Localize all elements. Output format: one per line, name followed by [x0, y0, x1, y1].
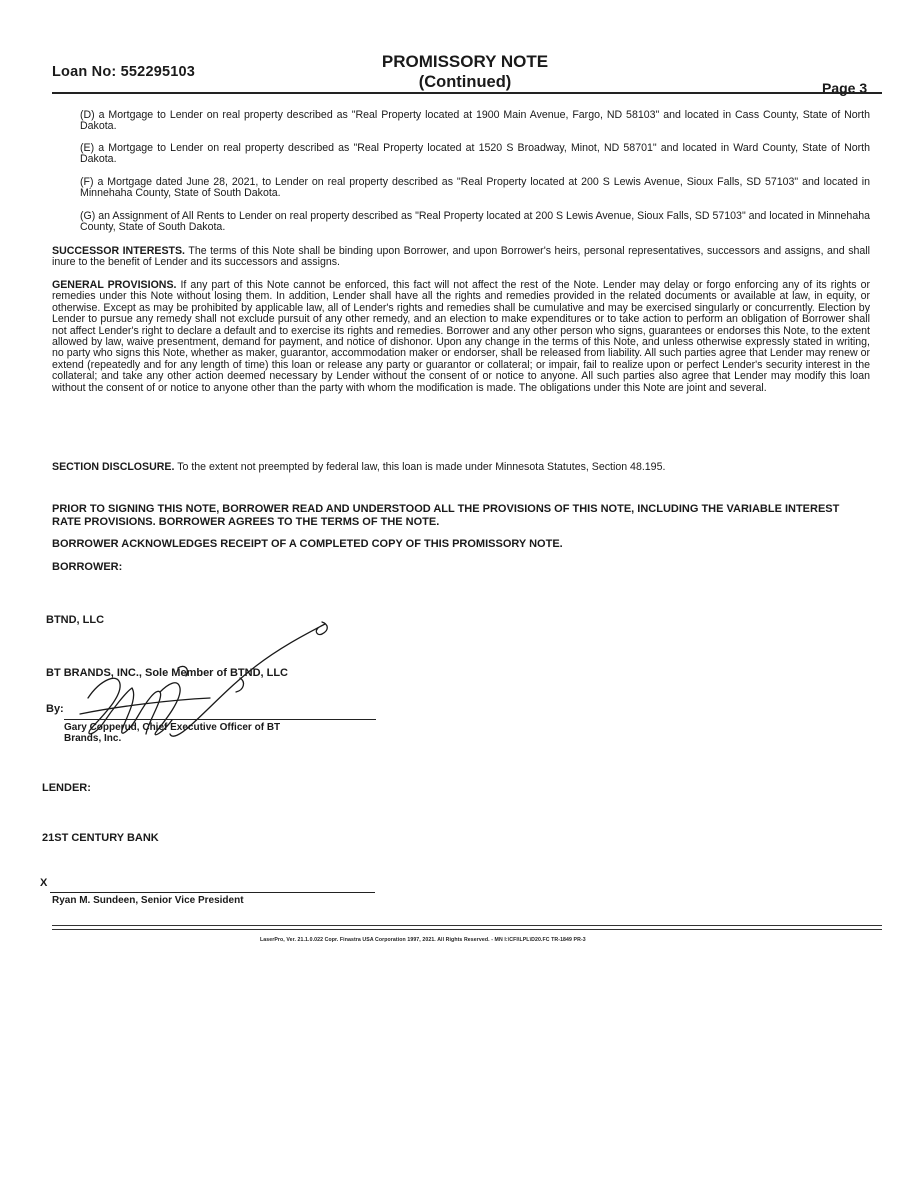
- receipt-acknowledgement: BORROWER ACKNOWLEDGES RECEIPT OF A COMPLETED COPY OF THIS PROMISSORY NOTE.: [52, 538, 563, 550]
- title-line-1: PROMISSORY NOTE: [381, 52, 549, 71]
- successor-interests-heading: SUCCESSOR INTERESTS.: [52, 245, 186, 257]
- general-provisions-text: If any part of this Note cannot be enforced, this fact will not affect the rest of the Note. Lender may delay or forgo enforcing any of its rights or remedies under this Note without losing them. In addition, Lender shall have all the rights and remedies provided in the related documents or available at law, in equity, or otherwise. Except as may be prohibited by applicable law, all of Lender's rights and remedies shall be cumulative and may be exercised singularly or concurrently. Election by Lender to pursue any remedy shall not exclude pursuit of any other remedy, and an election to make expenditures or to take action to perform an obligation of Borrower shall not affect Lender's right to declare a default and to exercise its rights and remedies. Borrower and any other person who signs, guarantees or endorses this Note, to the extent allowed by law, waive presentment, demand for payment, and notice of dishonor. Upon any change in the terms of this Note, and unless otherwise expressly stated in writing, no party who signs this Note, whether as maker, guarantor, accommodation maker or endorser, shall be released from liability. All such parties agree that Lender may renew or extend (repeatedly and for any length of time) this loan or release any party or guarantor or collateral; or impair, fail to realize upon or perfect Lender's security interest in the collateral; and take any other action deemed necessary by Lender without the consent of or notice to anyone. All such parties also agree that Lender may modify this loan without the consent of or notice to anyone other than the party with whom the modification is made. The obligations under this Note are joint and several.: [52, 279, 871, 394]
- section-disclosure: [52, 462, 870, 473]
- software-footer: LaserPro, Ver. 21.1.0.022 Copr. Finastra USA Corporation 1997, 2021. All Rights Reserved. - MN I:\CFI\LPL\D20.FC TR-1849 PR-3: [260, 937, 586, 943]
- signer-line-1: Gary Copperud, Chief Executive Officer of BT: [64, 722, 281, 733]
- lender-label: LENDER:: [42, 782, 91, 794]
- signer-line-2: Brands, Inc.: [64, 733, 122, 744]
- page-number: Page 3: [822, 80, 868, 96]
- borrower-label: BORROWER:: [52, 561, 123, 573]
- title-line-2: (Continued): [418, 73, 512, 91]
- collateral-item-d: (D) a Mortgage to Lender on real property described as "Real Property located at 1900 Main Avenue, Fargo, ND 58103" and located in Cass County, State of North Dakota.: [80, 109, 870, 133]
- footer-rule-1: [52, 925, 882, 926]
- collateral-item-f: (F) a Mortgage dated June 28, 2021, to Lender on real property described as "Real Property located at 200 S Lewis Avenue, Sioux Falls, SD 57103" and located in Minnehaha County, State of South Dakota.: [80, 176, 870, 200]
- lender-name: 21ST CENTURY BANK: [42, 832, 159, 844]
- lender-signature-line: [50, 892, 375, 893]
- borrower-entity-name: BTND, LLC: [46, 614, 105, 626]
- collateral-item-g: (G) an Assignment of All Rents to Lender on real property described as "Real Property located at 200 S Lewis Avenue, Sioux Falls, SD 57103" and located in Minnehaha County, State of South Dakota.: [80, 210, 870, 234]
- collateral-item-e: (E) a Mortgage to Lender on real property described as "Real Property located at 1520 S Broadway, Minot, ND 58701" and located in Ward County, State of North Dakota.: [80, 142, 870, 166]
- lender-signer-name: Ryan M. Sundeen, Senior Vice President: [52, 895, 244, 906]
- handwritten-signature: [60, 618, 350, 748]
- general-provisions-heading: GENERAL PROVISIONS.: [52, 279, 177, 291]
- prior-to-signing-statement: PRIOR TO SIGNING THIS NOTE, BORROWER READ AND UNDERSTOOD ALL THE PROVISIONS OF THIS NOTE, INCLUDING THE VARIABLE INTEREST RATE PROVISIONS. BORROWER AGREES TO THE TERMS OF THE NOTE.: [52, 503, 840, 528]
- document-title: [340, 52, 590, 92]
- sole-member-line: BT BRANDS, INC., Sole Member of BTND, LLC: [46, 667, 289, 679]
- general-provisions-section: [52, 280, 870, 394]
- section-disclosure-text: To the extent not preempted by federal law, this loan is made under Minnesota Statutes, Section 48.195.: [177, 461, 666, 473]
- section-disclosure-heading: SECTION DISCLOSURE.: [52, 461, 175, 473]
- loan-number: Loan No: 552295103: [52, 64, 196, 80]
- footer-rule-2: [52, 929, 882, 930]
- signature-x-mark: X: [40, 877, 48, 889]
- header-divider: [52, 92, 882, 94]
- successor-interests-section: [52, 246, 870, 269]
- successor-interests-text: The terms of this Note shall be binding upon Borrower, and upon Borrower's heirs, personal representatives, successors and assigns, and shall inure to the benefit of Lender and its successors and assigns.: [52, 245, 870, 269]
- by-label: By:: [46, 703, 64, 715]
